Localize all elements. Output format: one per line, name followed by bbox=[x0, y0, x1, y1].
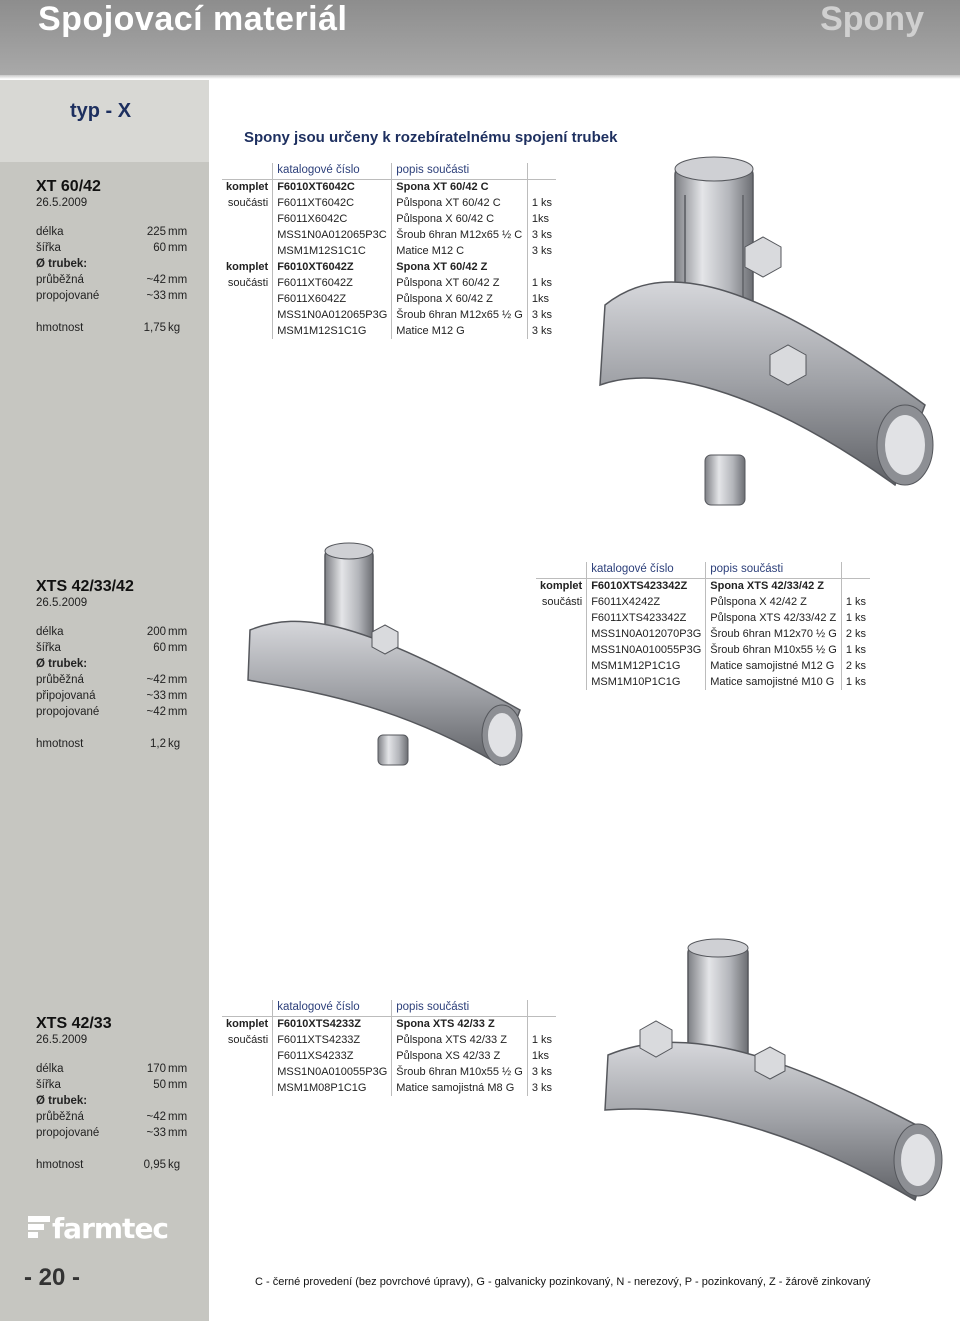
table-row bbox=[222, 1016, 556, 1032]
table-row bbox=[222, 307, 556, 323]
table-cell: Půlspona XT 60/42 Z bbox=[392, 275, 528, 291]
table-row bbox=[222, 1064, 556, 1080]
table-row bbox=[536, 642, 870, 658]
col-header bbox=[222, 163, 273, 179]
table-cell: MSM1M10P1C1G bbox=[587, 674, 706, 690]
table-cell bbox=[536, 626, 587, 642]
table-cell: Spona XTS 42/33/42 Z bbox=[706, 578, 842, 594]
table-cell: MSM1M12P1C1G bbox=[587, 658, 706, 674]
clamp-illustration-xts-42-33-42 bbox=[240, 540, 530, 770]
table-cell bbox=[222, 1048, 273, 1064]
table-cell: 1 ks bbox=[841, 610, 870, 626]
table-cell bbox=[536, 674, 587, 690]
col-header-code: katalogové číslo bbox=[273, 1000, 392, 1016]
table-row bbox=[536, 658, 870, 674]
table-cell bbox=[536, 642, 587, 658]
subtitle: Spony jsou určeny k rozebíratelnému spojení trubek bbox=[244, 129, 618, 146]
table-cell: Šroub 6hran M10x55 ½ G bbox=[706, 642, 842, 658]
product-specs bbox=[36, 578, 206, 752]
table-cell: 1ks bbox=[527, 1048, 556, 1064]
table-cell: 1 ks bbox=[527, 1032, 556, 1048]
table-cell: F6011X4242Z bbox=[587, 594, 706, 610]
table-row bbox=[222, 259, 556, 275]
table-cell: Matice M12 G bbox=[392, 323, 528, 339]
table-cell bbox=[222, 211, 273, 227]
spec-row: délka 225 mm bbox=[36, 226, 188, 238]
table-cell: komplet bbox=[540, 579, 583, 592]
table-cell: Spona XTS 42/33 Z bbox=[392, 1016, 528, 1032]
table-cell: Spona XT 60/42 C bbox=[392, 179, 528, 195]
table-cell bbox=[527, 1016, 556, 1032]
table-row bbox=[222, 211, 556, 227]
table-cell: Půlspona XS 42/33 Z bbox=[392, 1048, 528, 1064]
table-cell: Půlspona X 42/42 Z bbox=[706, 594, 842, 610]
table-cell bbox=[536, 610, 587, 626]
spec-row: šířka 50 mm bbox=[36, 1079, 188, 1091]
spec-row: propojované ~33 mm bbox=[36, 1127, 188, 1139]
table-cell: MSM1M12S1C1C bbox=[273, 243, 392, 259]
table-row bbox=[536, 674, 870, 690]
spec-row: hmotnost 1,2 kg bbox=[36, 738, 181, 750]
col-header-desc: popis součásti bbox=[706, 562, 842, 578]
table-cell: Půlspona X 60/42 Z bbox=[392, 291, 528, 307]
table-cell: F6010XTS4233Z bbox=[273, 1016, 392, 1032]
table-cell: Spona XT 60/42 Z bbox=[392, 259, 528, 275]
col-header-desc: popis součásti bbox=[392, 163, 528, 179]
table-cell: Šroub 6hran M12x65 ½ G bbox=[392, 307, 528, 323]
table-cell bbox=[222, 291, 273, 307]
table-cell: Matice M12 C bbox=[392, 243, 528, 259]
table-cell: 1ks bbox=[527, 291, 556, 307]
table-cell: F6011X6042Z bbox=[273, 291, 392, 307]
spec-row: Ø trubek: bbox=[36, 258, 88, 270]
table-cell: součásti bbox=[227, 196, 269, 209]
table-row bbox=[222, 195, 556, 211]
table-row bbox=[536, 578, 870, 594]
table-cell: 1 ks bbox=[841, 594, 870, 610]
table-row bbox=[222, 1032, 556, 1048]
clamp-illustration-xts-42-33 bbox=[600, 935, 950, 1205]
parts-table bbox=[536, 562, 870, 690]
spec-row: hmotnost 1,75 kg bbox=[36, 322, 181, 334]
col-header bbox=[536, 562, 587, 578]
table-cell bbox=[527, 179, 556, 195]
table-cell bbox=[536, 658, 587, 674]
spec-row: šířka 60 mm bbox=[36, 642, 188, 654]
table-cell bbox=[527, 259, 556, 275]
table-cell: F6011X6042C bbox=[273, 211, 392, 227]
spec-row: Ø trubek: bbox=[36, 1095, 88, 1107]
table-cell: komplet bbox=[226, 260, 269, 273]
table-cell: 1 ks bbox=[527, 275, 556, 291]
table-cell: Půlspona XTS 42/33/42 Z bbox=[706, 610, 842, 626]
table-cell: 3 ks bbox=[527, 1064, 556, 1080]
spec-row: propojované ~42 mm bbox=[36, 706, 188, 718]
product-name: XTS 42/33/42 bbox=[36, 578, 134, 595]
table-cell: MSS1N0A010055P3G bbox=[273, 1064, 392, 1080]
table-cell: Šroub 6hran M10x55 ½ G bbox=[392, 1064, 528, 1080]
table-cell: 3 ks bbox=[527, 307, 556, 323]
product-date: 26.5.2009 bbox=[36, 597, 88, 609]
table-cell: F6010XT6042Z bbox=[273, 259, 392, 275]
table-row bbox=[222, 227, 556, 243]
table-cell: Půlspona XTS 42/33 Z bbox=[392, 1032, 528, 1048]
table-cell: součásti bbox=[541, 595, 583, 608]
col-header bbox=[527, 1000, 556, 1016]
product-date: 26.5.2009 bbox=[36, 1034, 88, 1046]
table-cell: MSS1N0A012065P3C bbox=[273, 227, 392, 243]
table-cell bbox=[222, 323, 273, 339]
table-cell: Šroub 6hran M12x70 ½ G bbox=[706, 626, 842, 642]
table-cell bbox=[841, 578, 870, 594]
spec-row: délka 200 mm bbox=[36, 626, 188, 638]
table-cell: F6011XS4233Z bbox=[273, 1048, 392, 1064]
table-cell: Matice samojistná M8 G bbox=[392, 1080, 528, 1096]
spec-row: průběžná ~42 mm bbox=[36, 674, 188, 686]
parts-table bbox=[222, 163, 556, 339]
table-cell: MSS1N0A012065P3G bbox=[273, 307, 392, 323]
table-cell: 2 ks bbox=[841, 626, 870, 642]
table-cell: 1 ks bbox=[841, 642, 870, 658]
table-cell: MSS1N0A010055P3G bbox=[587, 642, 706, 658]
product-name: XT 60/42 bbox=[36, 178, 101, 195]
col-header-desc: popis součásti bbox=[392, 1000, 528, 1016]
table-cell: 3 ks bbox=[527, 227, 556, 243]
header-bar bbox=[0, 0, 960, 75]
col-header-code: katalogové číslo bbox=[587, 562, 706, 578]
table-cell bbox=[222, 243, 273, 259]
col-header-code: katalogové číslo bbox=[273, 163, 392, 179]
parts-table bbox=[222, 1000, 556, 1096]
table-cell: Půlspona X 60/42 C bbox=[392, 211, 528, 227]
logo-text: farmtec bbox=[52, 1212, 169, 1245]
spec-row: průběžná ~42 mm bbox=[36, 1111, 188, 1123]
table-row bbox=[222, 323, 556, 339]
table-cell: F6011XTS423342Z bbox=[587, 610, 706, 626]
table-cell: Matice samojistné M10 G bbox=[706, 674, 842, 690]
table-cell: MSS1N0A012070P3G bbox=[587, 626, 706, 642]
header-shadow bbox=[0, 75, 960, 79]
table-cell: F6010XTS423342Z bbox=[587, 578, 706, 594]
table-cell: F6010XT6042C bbox=[273, 179, 392, 195]
table-cell: 3 ks bbox=[527, 1080, 556, 1096]
table-cell: F6011XT6042Z bbox=[273, 275, 392, 291]
table-cell: 1ks bbox=[527, 211, 556, 227]
table-row bbox=[222, 291, 556, 307]
product-name: XTS 42/33 bbox=[36, 1015, 112, 1032]
col-header bbox=[527, 163, 556, 179]
section-heading: Spony bbox=[820, 0, 924, 38]
table-cell: součásti bbox=[227, 1033, 269, 1046]
page-number: - 20 - bbox=[24, 1264, 81, 1291]
spec-row: průběžná ~42 mm bbox=[36, 274, 188, 286]
table-row bbox=[222, 275, 556, 291]
table-cell: F6011XT6042C bbox=[273, 195, 392, 211]
table-cell bbox=[222, 1080, 273, 1096]
table-cell: 3 ks bbox=[527, 323, 556, 339]
table-cell: 1 ks bbox=[841, 674, 870, 690]
table-cell: součásti bbox=[227, 276, 269, 289]
table-cell: Matice samojistné M12 G bbox=[706, 658, 842, 674]
table-row bbox=[222, 1080, 556, 1096]
spec-row: hmotnost 0,95 kg bbox=[36, 1159, 181, 1171]
product-specs bbox=[36, 1015, 206, 1173]
product-specs bbox=[36, 178, 206, 336]
table-row bbox=[536, 626, 870, 642]
table-cell bbox=[222, 1064, 273, 1080]
spec-row: Ø trubek: bbox=[36, 658, 88, 670]
table-row bbox=[222, 243, 556, 259]
table-cell: Šroub 6hran M12x65 ½ C bbox=[392, 227, 528, 243]
table-cell: 2 ks bbox=[841, 658, 870, 674]
table-cell: Půlspona XT 60/42 C bbox=[392, 195, 528, 211]
spec-row: délka 170 mm bbox=[36, 1063, 188, 1075]
table-row bbox=[536, 594, 870, 610]
spec-row: šířka 60 mm bbox=[36, 242, 188, 254]
col-header bbox=[222, 1000, 273, 1016]
table-cell: 3 ks bbox=[527, 243, 556, 259]
product-date: 26.5.2009 bbox=[36, 197, 88, 209]
table-cell: 1 ks bbox=[527, 195, 556, 211]
clamp-illustration-xt bbox=[595, 155, 950, 535]
spec-row: propojované ~33 mm bbox=[36, 290, 188, 302]
table-cell: komplet bbox=[226, 180, 269, 193]
table-cell: MSM1M12S1C1G bbox=[273, 323, 392, 339]
page-heading: Spojovací materiál bbox=[38, 0, 348, 38]
table-row bbox=[536, 610, 870, 626]
table-cell: MSM1M08P1C1G bbox=[273, 1080, 392, 1096]
table-row bbox=[222, 1048, 556, 1064]
type-label: typ - X bbox=[70, 100, 132, 122]
table-cell: komplet bbox=[226, 1017, 269, 1030]
footer-legend: C - černé provedení (bez povrchové úpravy), G - galvanicky pozinkovaný, N - nerezový, P - pozinkovaný, Z - žárově zinkovaný bbox=[255, 1276, 871, 1288]
table-cell: F6011XTS4233Z bbox=[273, 1032, 392, 1048]
spec-row: připojovaná ~33 mm bbox=[36, 690, 188, 702]
col-header bbox=[841, 562, 870, 578]
table-row bbox=[222, 179, 556, 195]
table-cell bbox=[222, 227, 273, 243]
table-cell bbox=[222, 307, 273, 323]
